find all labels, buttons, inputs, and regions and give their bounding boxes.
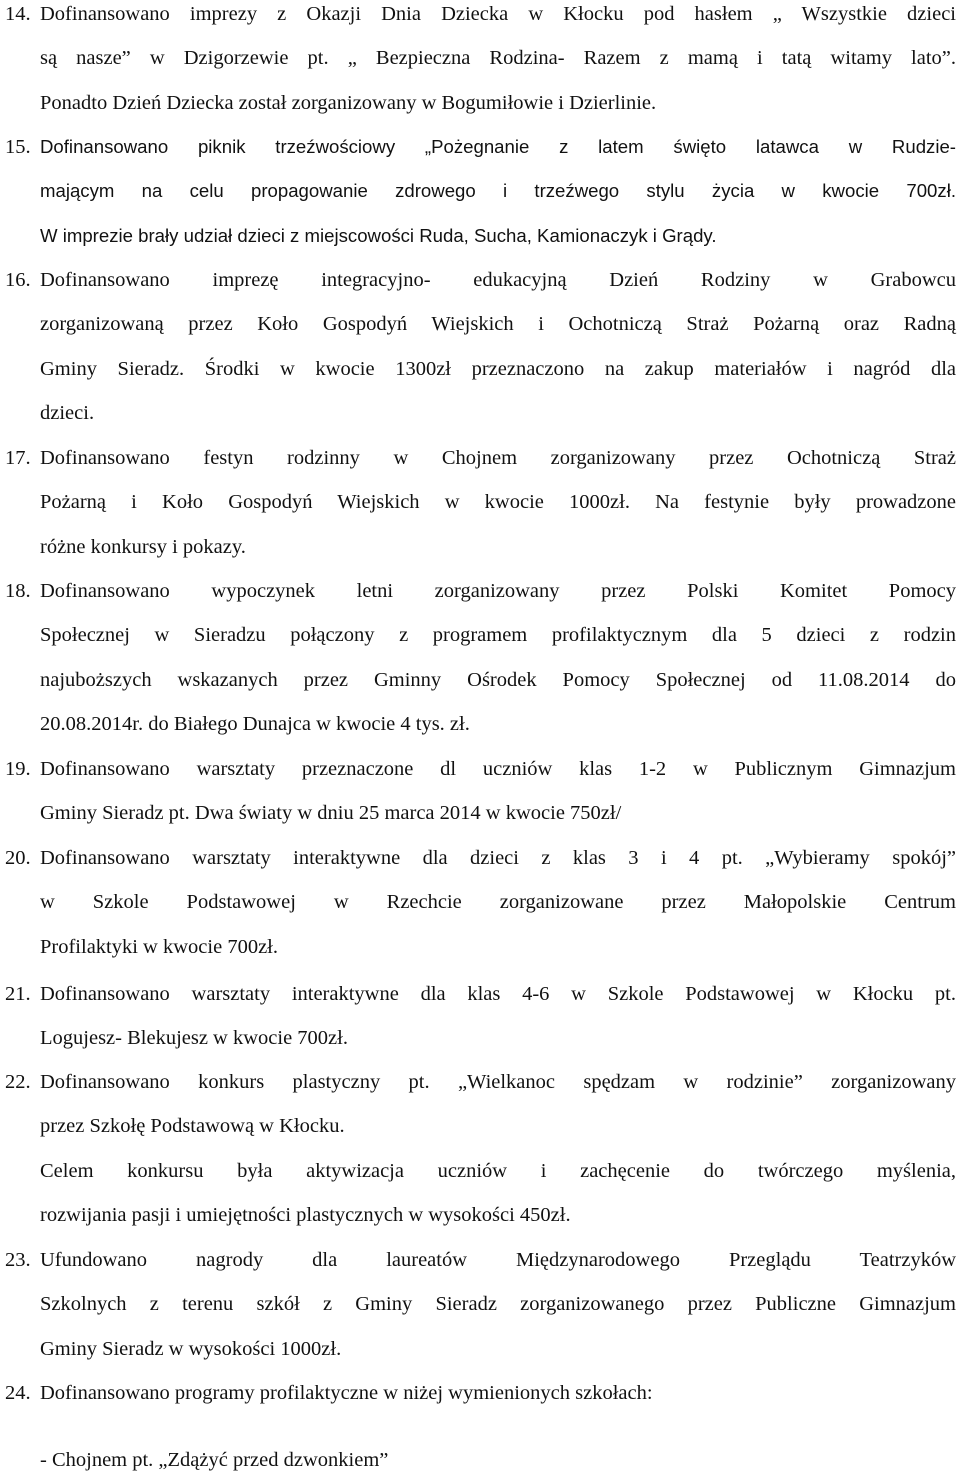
item-number: 14.: [5, 3, 31, 25]
text-line: mającym na celu propagowanie zdrowego i trzeźwego stylu życia w kwocie 700zł.: [40, 180, 956, 202]
item-number: 17.: [5, 447, 31, 469]
text-line: Gminy Sieradz pt. Dwa światy w dniu 25 marca 2014 w kwocie 750zł/: [40, 802, 622, 825]
text-line: Dofinansowano programy profilaktyczne w niżej wymienionych szkołach:: [40, 1382, 653, 1404]
text-line: zorganizowaną przez Koło Gospodyń Wiejskich i Ochotniczą Straż Pożarną oraz Radną: [40, 313, 956, 336]
item-number: 19.: [5, 758, 31, 780]
item-number: 18.: [5, 580, 31, 602]
text-line: Dofinansowano festyn rodzinny w Chojnem zorganizowany przez Ochotniczą Straż: [40, 447, 956, 469]
item-number: 22.: [5, 1071, 31, 1093]
text-line: Dofinansowano piknik trzeźwościowy „Pożegnanie z latem święto latawca w Rudzie-: [40, 136, 956, 157]
text-line: Dofinansowano imprezę integracyjno- edukacyjną Dzień Rodziny w Grabowcu: [40, 269, 956, 291]
item-text: [40, 1238, 956, 1371]
text-line: przez Szkołę Podstawową w Kłocku.: [40, 1115, 345, 1138]
item-number: 21.: [5, 983, 31, 1005]
text-line: Dofinansowano konkurs plastyczny pt. „Wielkanoc spędzam w rodzinie” zorganizowany: [40, 1071, 956, 1093]
text-line: rozwijania pasji i umiejętności plastycznych w wysokości 450zł.: [40, 1204, 571, 1227]
item-text: [40, 747, 956, 836]
text-line: - Chojnem pt. „Zdążyć przed dzwonkiem”: [40, 1449, 389, 1471]
text-line: Dofinansowano warsztaty przeznaczone dl uczniów klas 1-2 w Publicznym Gimnazjum: [40, 758, 956, 780]
text-line: najuboższych wskazanych przez Gminny Ośrodek Pomocy Społecznej od 11.08.2014 do: [40, 668, 956, 691]
item-number: 23.: [5, 1249, 31, 1271]
item-text: [40, 836, 956, 969]
text-line: Ponadto Dzień Dziecka został zorganizowany w Bogumiłowie i Dzierlinie.: [40, 91, 657, 114]
text-line: Profilaktyki w kwocie 700zł.: [40, 935, 278, 958]
item-text: [40, 569, 956, 747]
item-text: [40, 125, 956, 258]
item-text: [40, 258, 956, 436]
text-line: Społecznej w Sieradzu połączony z programem profilaktycznym dla 5 dzieci z rodzin: [40, 624, 956, 647]
text-line: Szkolnych z terenu szkół z Gminy Sieradz zorganizowanego przez Publiczne Gimnazjum: [40, 1293, 956, 1316]
item-text: [40, 1438, 956, 1482]
text-line: Logujesz- Blekujesz w kwocie 700zł.: [40, 1027, 348, 1050]
text-line: Pożarną i Koło Gospodyń Wiejskich w kwocie 1000zł. Na festynie były prowadzone: [40, 491, 956, 514]
text-line: Dofinansowano imprezy z Okazji Dnia Dziecka w Kłocku pod hasłem „ Wszystkie dzieci: [40, 3, 956, 25]
item-number: 15.: [5, 136, 31, 158]
text-line: Gminy Sieradz. Środki w kwocie 1300zł przeznaczono na zakup materiałów i nagród dla: [40, 357, 956, 380]
text-line: Ufundowano nagrody dla laureatów Międzynarodowego Przeglądu Teatrzyków: [40, 1249, 956, 1271]
text-line: Gminy Sieradz w wysokości 1000zł.: [40, 1337, 342, 1360]
text-line: Dofinansowano warsztaty interaktywne dla dzieci z klas 3 i 4 pt. „Wybieramy spokój”: [40, 847, 956, 869]
item-number: 16.: [5, 269, 31, 291]
text-line: 20.08.2014r. do Białego Dunajca w kwocie 4 tys. zł.: [40, 713, 470, 736]
item-text: [40, 0, 956, 125]
item-text: [40, 972, 956, 1061]
text-line: różne konkursy i pokazy.: [40, 535, 246, 558]
text-line: są nasze” w Dzigorzewie pt. „ Bezpieczna Rodzina- Razem z mamą i tatą witamy lato”.: [40, 47, 956, 70]
text-line: dzieci.: [40, 402, 95, 425]
text-line: Celem konkursu była aktywizacja uczniów i zachęcenie do twórczego myślenia,: [40, 1159, 956, 1182]
item-text: [40, 1060, 956, 1238]
text-line: W imprezie brały udział dzieci z miejscowości Ruda, Sucha, Kamionaczyk i Grądy.: [40, 224, 717, 246]
item-text: [40, 1371, 956, 1415]
text-line: Dofinansowano warsztaty interaktywne dla klas 4-6 w Szkole Podstawowej w Kłocku pt.: [40, 983, 956, 1005]
text-line: Dofinansowano wypoczynek letni zorganizowany przez Polski Komitet Pomocy: [40, 580, 956, 602]
item-number: 24.: [5, 1382, 31, 1404]
item-number: 20.: [5, 847, 31, 869]
item-text: [40, 436, 956, 569]
text-line: w Szkole Podstawowej w Rzechcie zorganizowane przez Małopolskie Centrum: [40, 891, 956, 914]
